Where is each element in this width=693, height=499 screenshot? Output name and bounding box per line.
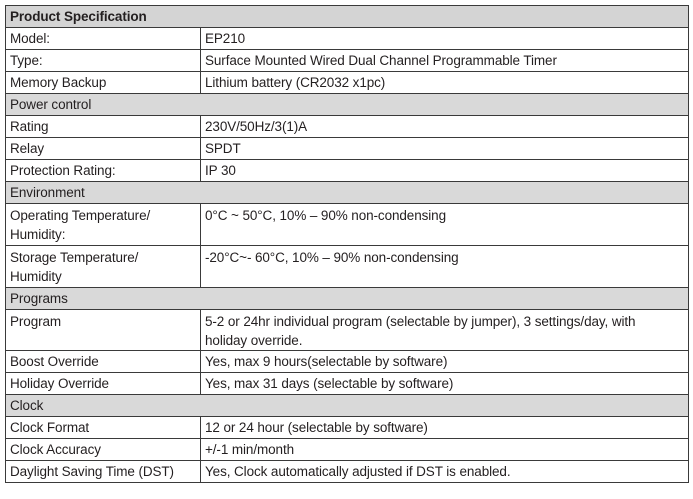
spec-row-program: [6, 310, 689, 351]
spec-row-holiday-override: [6, 373, 689, 395]
product-specification-table: [5, 5, 689, 483]
section-heading: Power control: [6, 94, 689, 116]
spec-label-line: Operating Temperature/: [10, 208, 151, 223]
spec-row-operating-temperature: [6, 204, 689, 246]
section-row-programs: [6, 288, 689, 310]
spec-value: 0°C ~ 50°C, 10% – 90% non-condensing: [201, 204, 689, 246]
spec-value: +/-1 min/month: [201, 439, 689, 461]
spec-value: -20°C~- 60°C, 10% – 90% non-condensing: [201, 246, 689, 288]
spec-value: Lithium battery (CR2032 x1pc): [201, 72, 689, 94]
spec-row-daylight-saving-time: [6, 461, 689, 483]
spec-label: [6, 246, 201, 288]
spec-label: Holiday Override: [6, 373, 201, 395]
spec-row-protection-rating: [6, 160, 689, 182]
spec-label: Clock Format: [6, 417, 201, 439]
spec-row-type: [6, 50, 689, 72]
spec-value: Yes, max 9 hours(selectable by software): [201, 351, 689, 373]
section-row-power-control: [6, 94, 689, 116]
section-heading: Clock: [6, 395, 689, 417]
spec-row-rating: [6, 116, 689, 138]
spec-label: Rating: [6, 116, 201, 138]
spec-value: 230V/50Hz/3(1)A: [201, 116, 689, 138]
section-heading: Programs: [6, 288, 689, 310]
spec-row-clock-accuracy: [6, 439, 689, 461]
spec-value: Yes, Clock automatically adjusted if DST is enabled.: [201, 461, 689, 483]
table-title-row: [6, 6, 689, 28]
spec-label: Model:: [6, 28, 201, 50]
spec-label-line: Humidity:: [10, 227, 66, 242]
spec-value: Surface Mounted Wired Dual Channel Programmable Timer: [201, 50, 689, 72]
spec-label: Type:: [6, 50, 201, 72]
spec-value: Yes, max 31 days (selectable by software): [201, 373, 689, 395]
spec-value: IP 30: [201, 160, 689, 182]
spec-label: Program: [6, 310, 201, 351]
spec-value: SPDT: [201, 138, 689, 160]
spec-label: Relay: [6, 138, 201, 160]
spec-label-line: Storage Temperature/: [10, 250, 139, 265]
spec-label: Clock Accuracy: [6, 439, 201, 461]
spec-value: 12 or 24 hour (selectable by software): [201, 417, 689, 439]
spec-label: [6, 204, 201, 246]
spec-label: Boost Override: [6, 351, 201, 373]
spec-value: EP210: [201, 28, 689, 50]
spec-label: Protection Rating:: [6, 160, 201, 182]
spec-row-clock-format: [6, 417, 689, 439]
spec-label-line: Humidity: [10, 269, 62, 284]
spec-value-line: 5-2 or 24hr individual program (selectable by jumper), 3 settings/day, with: [205, 314, 636, 329]
spec-row-relay: [6, 138, 689, 160]
spec-row-model: [6, 28, 689, 50]
spec-value: [201, 310, 689, 351]
spec-value-line: holiday override.: [205, 333, 303, 348]
spec-label: Daylight Saving Time (DST): [6, 461, 201, 483]
section-row-environment: [6, 182, 689, 204]
spec-row-storage-temperature: [6, 246, 689, 288]
table-title: Product Specification: [6, 6, 689, 28]
spec-row-memory-backup: [6, 72, 689, 94]
spec-row-boost-override: [6, 351, 689, 373]
spec-label: Memory Backup: [6, 72, 201, 94]
section-row-clock: [6, 395, 689, 417]
section-heading: Environment: [6, 182, 689, 204]
